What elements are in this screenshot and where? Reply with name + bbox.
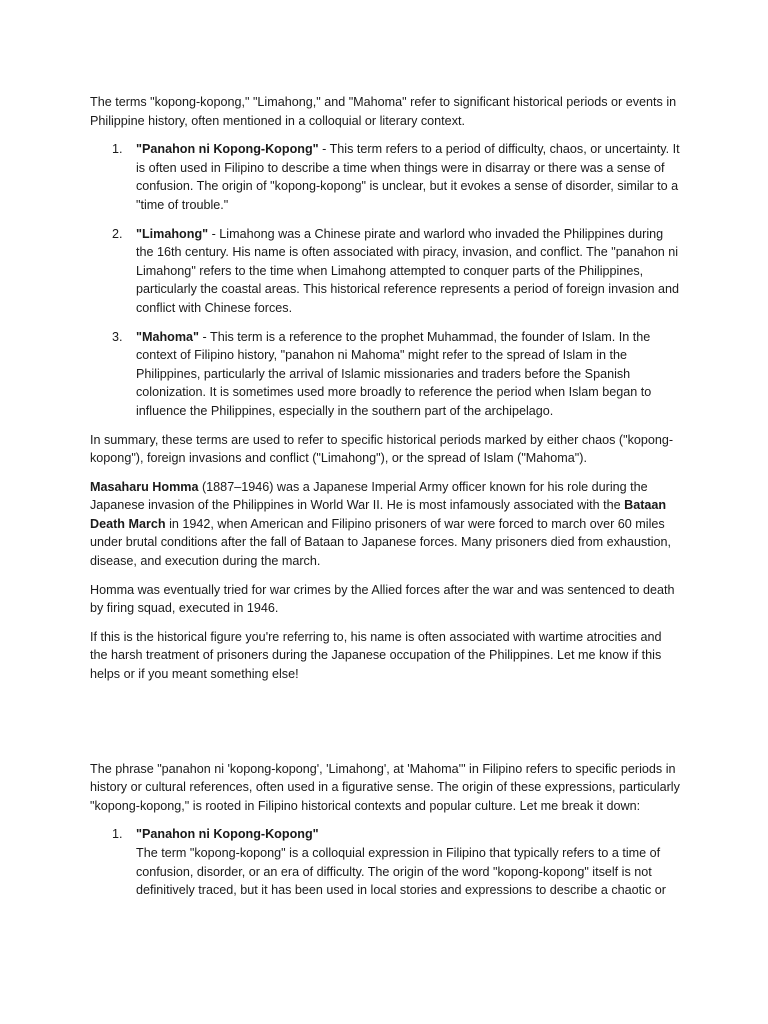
closing-paragraph: If this is the historical figure you're referring to, his name is often associated with wartime atrocities and the harsh treatment of prisoners during the Japanese occupation of the Philippines. Let me know if this helps or if you meant something else! [90, 629, 662, 682]
list-number: 1. [112, 142, 123, 157]
list-item [90, 825, 680, 899]
term-label: "Mahoma" [136, 329, 200, 344]
section-spacer [90, 694, 680, 760]
term-label: "Limahong" [136, 226, 209, 241]
list-number: 2. [112, 226, 123, 241]
term-description: - This term is a reference to the prophet Muhammad, the founder of Islam. In the context of Filipino history, "panahon ni Mahoma" might refer to the spread of Islam in the Philippines, particularly the arrival of Islamic missionaries and traders before the Spanish colonization. It is sometimes used more broadly to reference the period when Islam began to influence the Philippines, especially in the southern part of the archipelago. [136, 329, 652, 418]
intro-paragraph: The terms "kopong-kopong," "Limahong," and "Mahoma" refer to significant historical periods or events in Philippine history, often mentioned in a colloquial or literary context. [90, 95, 677, 128]
term-description: - This term refers to a period of difficulty, chaos, or uncertainty. It is often used in Filipino to describe a time when things were in disarray or there was a sense of confusion. The origin of "kopong-kopong" is unclear, but it evokes a sense of disorder, similar to a "time of trouble." [136, 142, 680, 212]
breakdown-list [90, 825, 680, 899]
list-item [90, 140, 680, 214]
homma-text-a: (1887–1946) was a Japanese Imperial Army officer known for his role during the Japanese invasion of the Philippines in World War II. He is most infamously associated with the [90, 479, 648, 513]
phrase-intro-paragraph: The phrase "panahon ni 'kopong-kopong', 'Limahong', at 'Mahoma'" in Filipino refers to specific periods in history or cultural references, often used in a figurative sense. The origin of these expressions, particularly "kopong-kopong," is rooted in Filipino historical contexts and popular culture. Let me break it down: [90, 761, 680, 813]
summary-paragraph: In summary, these terms are used to refer to specific historical periods marked by either chaos ("kopong-kopong"), foreign invasions and conflict ("Limahong"), or the spread of Islam ("Mahoma"). [90, 432, 674, 466]
list-number: 1. [112, 827, 123, 842]
list-number: 3. [112, 329, 123, 344]
list-item [90, 225, 680, 318]
trial-paragraph: Homma was eventually tried for war crimes by the Allied forces after the war and was sentenced to death by firing squad, executed in 1946. [90, 582, 675, 616]
terms-list [90, 140, 680, 420]
homma-paragraph [90, 478, 680, 571]
bataan-event: Bataan Death March [90, 498, 667, 531]
term-label: "Panahon ni Kopong-Kopong" [136, 142, 319, 157]
document-page [90, 93, 680, 910]
homma-name: Masaharu Homma [90, 479, 199, 494]
term-label: "Panahon ni Kopong-Kopong" [136, 827, 319, 842]
homma-text-b: in 1942, when American and Filipino prisoners of war were forced to march over 60 miles under brutal conditions after the fall of Bataan to Japanese forces. Many prisoners died from exhaustion, disease, and execution during the march. [90, 516, 672, 569]
term-description: The term "kopong-kopong" is a colloquial expression in Filipino that typically refers to a time of confusion, disorder, or an era of difficulty. The origin of the word "kopong-kopong" itself is not definitively traced, but it has been used in local stories and expressions to describe a chaotic or [136, 846, 666, 898]
term-description: - Limahong was a Chinese pirate and warlord who invaded the Philippines during the 16th century. His name is often associated with piracy, invasion, and conflict. The "panahon ni Limahong" refers to the time when Limahong attempted to conquer parts of the Philippines, particularly the coastal areas. This historical reference represents a period of foreign invasion and conflict with Chinese forces. [136, 226, 679, 315]
list-item [90, 328, 680, 421]
